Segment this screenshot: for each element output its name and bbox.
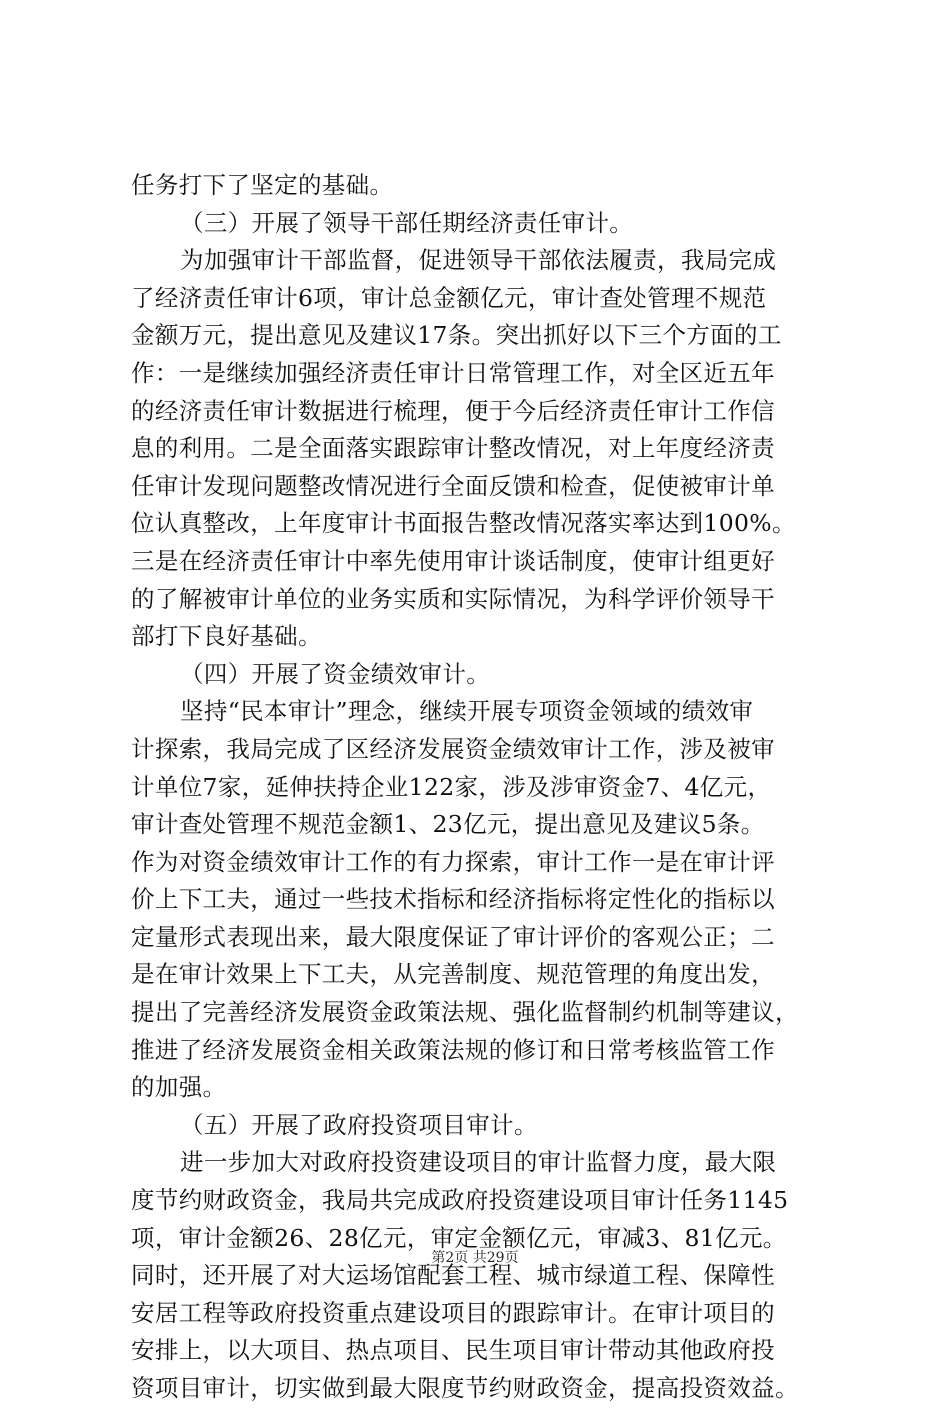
text-line: 作为对资金绩效审计工作的有力探索，审计工作一是在审计评: [131, 847, 775, 876]
text-line: 息的利用。二是全面落实跟踪审计整改情况，对上年度经济责: [131, 434, 775, 463]
text-line: 的经济责任审计数据进行梳理，便于今后经济责任审计工作信: [131, 396, 775, 425]
text-line: 金额万元，提出意见及建议17条。突出抓好以下三个方面的工: [131, 321, 782, 350]
text-line: 任务打下了坚定的基础。: [131, 171, 394, 199]
text-line: 安排上，以大项目、热点项目、民生项目审计带动其他政府投: [131, 1336, 775, 1365]
text-line: 作：一是继续加强经济责任审计日常管理工作，对全区近五年: [131, 358, 775, 387]
text-line: 为加强审计干部监督，促进领导干部依法履责，我局完成: [180, 246, 777, 275]
text-line: 项，审计金额26、28亿元，审定金额亿元，审减3、81亿元。: [131, 1223, 787, 1252]
text-line: 部打下良好基础。: [131, 622, 322, 651]
text-line: 任审计发现问题整改情况进行全面反馈和检查，促使被审计单: [131, 471, 775, 500]
text-line: 坚持“民本审计”理念，继续开展专项资金领域的绩效审: [180, 697, 754, 726]
text-line: 计单位7家，延伸扶持企业122家，涉及涉审资金7、4亿元，: [131, 772, 772, 801]
text-line: 三是在经济责任审计中率先使用审计谈话制度，使审计组更好: [131, 546, 775, 575]
text-line: （四）开展了资金绩效审计。: [180, 659, 491, 688]
text-line: 定量形式表现出来，最大限度保证了审计评价的客观公正；二: [131, 922, 775, 951]
text-line: 进一步加大对政府投资建设项目的审计监督力度，最大限: [180, 1148, 777, 1177]
text-line: 安居工程等政府投资重点建设项目的跟踪审计。在审计项目的: [131, 1298, 775, 1327]
text-line: 资项目审计，切实做到最大限度节约财政资金，提高投资效益。: [131, 1374, 799, 1402]
text-line: 的了解被审计单位的业务实质和实际情况，为科学评价领导干: [131, 584, 775, 613]
text-line: 度节约财政资金，我局共完成政府投资建设项目审计任务1145: [131, 1186, 789, 1215]
text-line: （三）开展了领导干部任期经济责任审计。: [180, 208, 634, 237]
text-line: 计探索，我局完成了区经济发展资金绩效审计工作，涉及被审: [131, 734, 775, 763]
text-line: （五）开展了政府投资项目审计。: [180, 1110, 538, 1139]
text-line: 价上下工夫，通过一些技术指标和经济指标将定性化的指标以: [131, 885, 775, 914]
text-line: 推进了经济发展资金相关政策法规的修订和日常考核监管工作: [131, 1035, 775, 1064]
text-line: 同时，还开展了对大运场馆配套工程、城市绿道工程、保障性: [131, 1261, 775, 1290]
text-line: 审计查处管理不规范金额1、23亿元，提出意见及建议5条。: [131, 810, 765, 839]
text-line: 位认真整改，上年度审计书面报告整改情况落实率达到100%。: [131, 509, 796, 538]
text-line: 的加强。: [131, 1073, 227, 1102]
page-footer: 第2页 共29页: [431, 1250, 519, 1266]
text-line: 提出了完善经济发展资金政策法规、强化监督制约机制等建议，: [131, 998, 799, 1027]
text-line: 是在审计效果上下工夫，从完善制度、规范管理的角度出发，: [131, 960, 775, 989]
text-line: 了经济责任审计6项，审计总金额亿元，审计查处管理不规范: [131, 283, 767, 312]
body-text: [131, 167, 837, 1408]
